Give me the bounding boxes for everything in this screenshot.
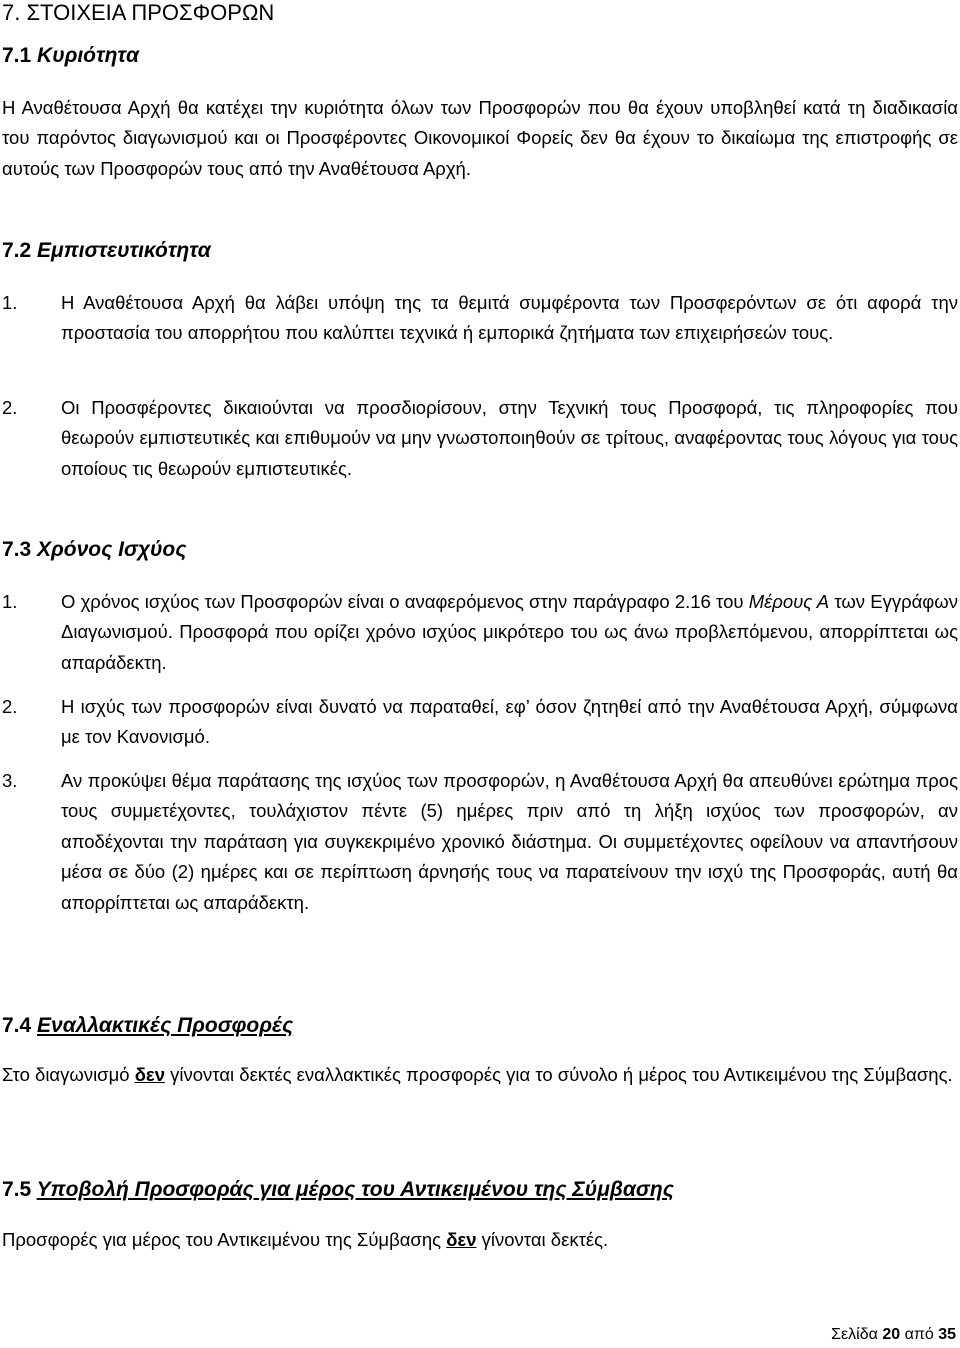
list-item: [2, 393, 958, 484]
paragraph-ownership: Η Αναθέτουσα Αρχή θα κατέχει την κυριότητα όλων των Προσφορών που θα έχουν υποβληθεί κατά τη διαδικασία του παρόντος διαγωνισμού και οι Προσφέροντες Οικονομικοί Φορείς δεν θα έχουν το δικαίωμα της επιστροφής σε αυτούς των Προσφορών τους από την Αναθέτουσα Αρχή.: [2, 97, 958, 179]
subsection-number: 7.5: [2, 1178, 32, 1201]
paragraph-alternative-offers: [2, 1060, 958, 1090]
subsection-heading-7-2: [2, 238, 211, 264]
list-marker: 1.: [2, 591, 18, 612]
text-run: γίνονται δεκτές εναλλακτικές προσφορές για το σύνολο ή μέρος του Αντικειμένου της Σύμβασης.: [165, 1064, 953, 1085]
subsection-number: 7.2: [2, 239, 32, 262]
emphasis-not: δεν: [134, 1064, 165, 1085]
list-item-text: Η Αναθέτουσα Αρχή θα λάβει υπόψη της τα θεμιτά συμφέροντα των Προσφερόντων σε ότι αφορά την προστασία του απορρήτου που καλύπτει τεχνικά ή εμπορικά ζητήματα των επιχειρήσεών τους.: [61, 292, 958, 344]
text-run: Προσφορές για μέρος του Αντικειμένου της Σύμβασης: [2, 1229, 447, 1250]
subsection-number: 7.1: [2, 44, 32, 67]
list-marker: 2.: [2, 397, 18, 418]
subsection-heading-7-5: [2, 1177, 674, 1203]
text-run: γίνονται δεκτές.: [476, 1229, 609, 1250]
subsection-heading-7-1: [2, 43, 139, 69]
list-marker: 1.: [2, 292, 18, 313]
current-page-number: 20: [882, 1326, 901, 1343]
list-item: [2, 692, 958, 753]
list-item-text: Η ισχύς των προσφορών είναι δυνατό να παραταθεί, εφ’ όσον ζητηθεί από την Αναθέτουσα Αρχή, σύμφωνα με τον Κανονισμό.: [61, 696, 958, 748]
subsection-title: Εμπιστευτικότητα: [37, 239, 211, 262]
total-page-count: 35: [938, 1326, 956, 1343]
emphasis-not: δεν: [446, 1229, 477, 1250]
section-heading: 7. ΣΤΟΙΧΕΙΑ ΠΡΟΣΦΟΡΩΝ: [2, 0, 275, 25]
subsection-number: 7.3: [2, 538, 32, 561]
text-run: Ο χρόνος ισχύος των Προσφορών είναι ο αναφερόμενος στην παράγραφο 2.16 του: [61, 591, 749, 612]
list-item-text: Οι Προσφέροντες δικαιούνται να προσδιορίσουν, στην Τεχνική τους Προσφορά, τις πληροφορίες που θεωρούν εμπιστευτικές και επιθυμούν να μην γνωστοποιηθούν σε τρίτους, αναφέροντας τους λόγους για τους οποίους τις θεωρούν εμπιστευτικές.: [61, 397, 958, 479]
list-item-text: [61, 587, 958, 678]
list-item: [2, 587, 958, 678]
italic-reference: Μέρους Α: [748, 591, 830, 612]
subsection-title: Υποβολή Προσφοράς για μέρος του Αντικειμένου της Σύμβασης: [36, 1178, 674, 1201]
list-item: [2, 288, 958, 349]
list-item: [2, 766, 958, 918]
footer-prefix: Σελίδα: [831, 1326, 883, 1343]
list-marker: 3.: [2, 770, 18, 791]
text-run: των Εγγράφων Διαγωνισμού. Προσφορά που ορίζει χρόνο ισχύος μικρότερο του ως άνω προβλεπόμενου, απορρίπτεται ως απαράδεκτη.: [61, 591, 958, 673]
subsection-heading-7-3: [2, 537, 186, 563]
footer-separator: από: [900, 1326, 939, 1343]
paragraph-partial-offers: [2, 1225, 958, 1255]
list-marker: 2.: [2, 696, 18, 717]
subsection-heading-7-4: [2, 1013, 293, 1039]
subsection-title: Εναλλακτικές Προσφορές: [37, 1014, 294, 1037]
page-footer: [831, 1325, 956, 1345]
subsection-number: 7.4: [2, 1014, 32, 1037]
subsection-title: Κυριότητα: [37, 44, 140, 67]
list-item-text: Αν προκύψει θέμα παράτασης της ισχύος των προσφορών, η Αναθέτουσα Αρχή θα απευθύνει ερώτημα προς τους συμμετέχοντες, τουλάχιστον πέντε (5) ημέρες πριν από τη λήξη ισχύος των προσφορών, αν αποδέχονται την παράταση για συγκεκριμένο χρονικό διάστημα. Οι συμμετέχοντες οφείλουν να απαντήσουν μέσα σε δύο (2) ημέρες και σε περίπτωση άρνησής τους να παρατείνουν την ισχύ της Προσφοράς, αυτή θα απορρίπτεται ως απαράδεκτη.: [61, 770, 958, 913]
text-run: Στο διαγωνισμό: [2, 1064, 135, 1085]
subsection-title: Χρόνος Ισχύος: [37, 538, 187, 561]
